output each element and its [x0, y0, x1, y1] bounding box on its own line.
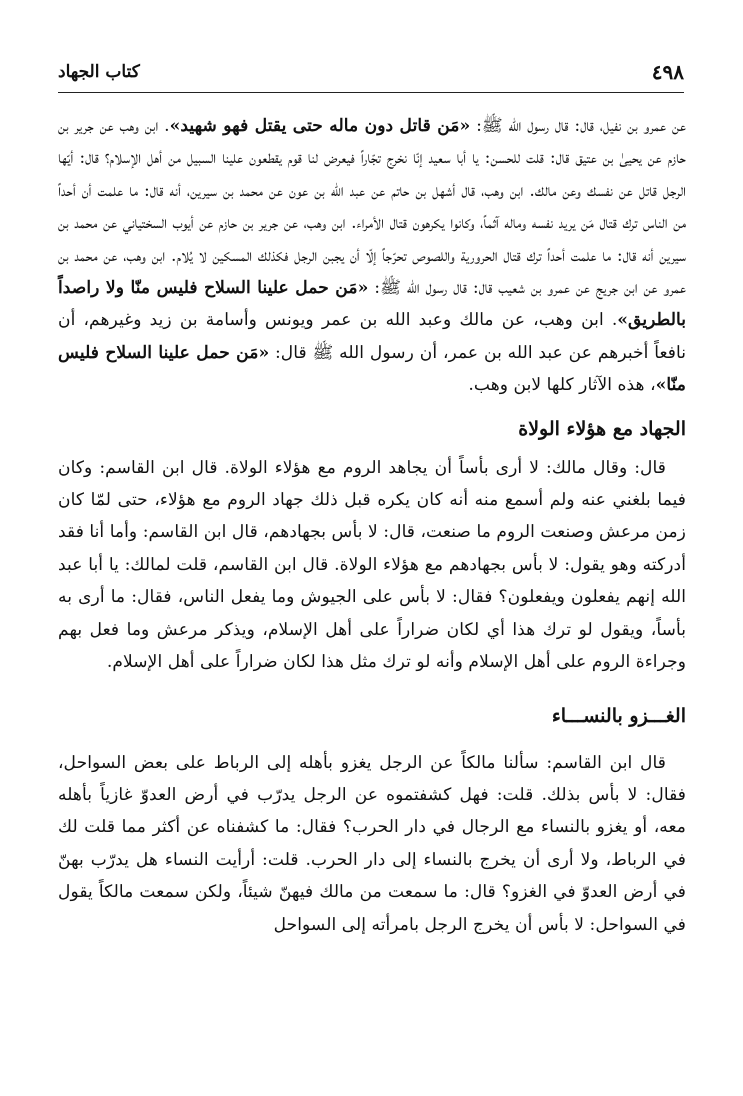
page-header [58, 60, 684, 93]
paragraph-jihad-with-rulers: قال: وقال مالك: لا أرى بأساً أن يجاهد الروم مع هؤلاء الولاة. قال ابن القاسم: وكان فيما بلغني عنه ولم أسمع منه أنه كان يكره قبل ذلك جهاد الروم مع هؤلاء، حتى لمّا كان زمن مرعش وصنعت الروم ما صنعت، قال: لا بأس بجهادهم، قال ابن القاسم: وأما أنا فقد أدركته وهو يقول: لا بأس بجهادهم مع هؤلاء الولاة. قال ابن القاسم، قلت لمالك: يا أبا عبد الله إنهم يفعلون ويفعلون؟ فقال: لا بأس على الجيوش وما يفعل الناس، فقال: ما أرى به بأساً، ويقول لو ترك هذا أي لكان ضراراً على أهل الإسلام، ويذكر مرعش وما فعل بهم وجراءة الروم على أهل الإسلام وأنه لو ترك مثل هذا لكان ضراراً على أهل الإسلام. [58, 457, 686, 673]
paragraph-campaigning-with-women: قال ابن القاسم: سألنا مالكاً عن الرجل يغزو بأهله إلى الرباط على بعض السواحل، فقال: لا بأس بذلك. قلت: فهل كشفتموه عن الرجل يدرّب في أرض العدوّ غازياً بأهله معه، أو يغزو بالنساء مع الرجال في دار الحرب؟ فقال: ما كشفناه عن أكثر مما قلت لك في الرباط، ولا أرى أن يخرج بالنساء إلى دار الحرب. قلت: أرأيت النساء هل يدرّب بهنّ في أرض العدوّ في الغزو؟ قال: ما سمعت من مالك فيهنّ شيئاً، ولكن سمعت مالكاً يقول في السواحل: لا بأس أن يخرج الرجل بامرأته إلى السواحل [58, 752, 686, 935]
hadith-quote: «مَن قاتل دون ماله حتى يقتل فهو شهيد» [169, 116, 471, 136]
text-run: . ابن وهب عن جرير بن حازم عن يحيىٰ بن عتيق قال: قلت للحسن: يا أبا سعيد إنّا نخرج تجّاراً فيعرض لنا قوم يقطعون علينا السبيل من أهل الإسلام؟ قال: أيّها الرجل قاتل عن نفسك وعن مالك. ابن وهب، قال أشهل بن حاتم عن عبد الله بن عون عن محمد بن سيرين، أنه قال: ما علمت أن أحداً من الناس ترك قتال مَن يريد نفسه وماله آثماً، وكانوا يكرهون قتال الأمراء. ابن وهب، عن جرير بن حازم عن أيوب السختياني عن محمد بن سيرين أنه قال: ما علمت أحداً ترك قتال الحرورية واللصوص تحرّجاً إلّا أن يجبن الرجل فكذلك المسكين لا يُلام. ابن وهب، عن محمد بن عمرو عن ابن جريج عن عمرو بن شعيب قال: قال رسول الله ﷺ: [58, 116, 686, 299]
text-run: عن عمرو بن نفيل، قال: قال رسول الله ﷺ: [470, 116, 686, 136]
section-heading-campaigning-with-women: الغـــزو بالنســـاء [551, 704, 686, 727]
section-heading-jihad-with-rulers: الجهاد مع هؤلاء الولاة [518, 417, 686, 440]
text-run: . ابن وهب، عن مالك وعبد الله بن عمر ويونس وأسامة بن زيد وغيرهم، أن نافعاً أخبرهم عن عبد الله بن عمر، أن رسول الله ﷺ قال: [58, 310, 686, 363]
paragraph-hadith-narrations [58, 110, 686, 402]
page-body [58, 110, 686, 941]
hadith-quote: «مَن حمل علينا السلاح فليس منّا ولا راصداً بالطريق» [58, 278, 686, 331]
page-number: ٤٩٨ [651, 60, 684, 84]
hadith-quote: «مَن حمل علينا السلاح فليس منّا» [58, 342, 686, 396]
text-run: ، هذه الآثار كلها لابن وهب. [468, 375, 656, 396]
running-title: كتاب الجهاد [58, 62, 140, 82]
